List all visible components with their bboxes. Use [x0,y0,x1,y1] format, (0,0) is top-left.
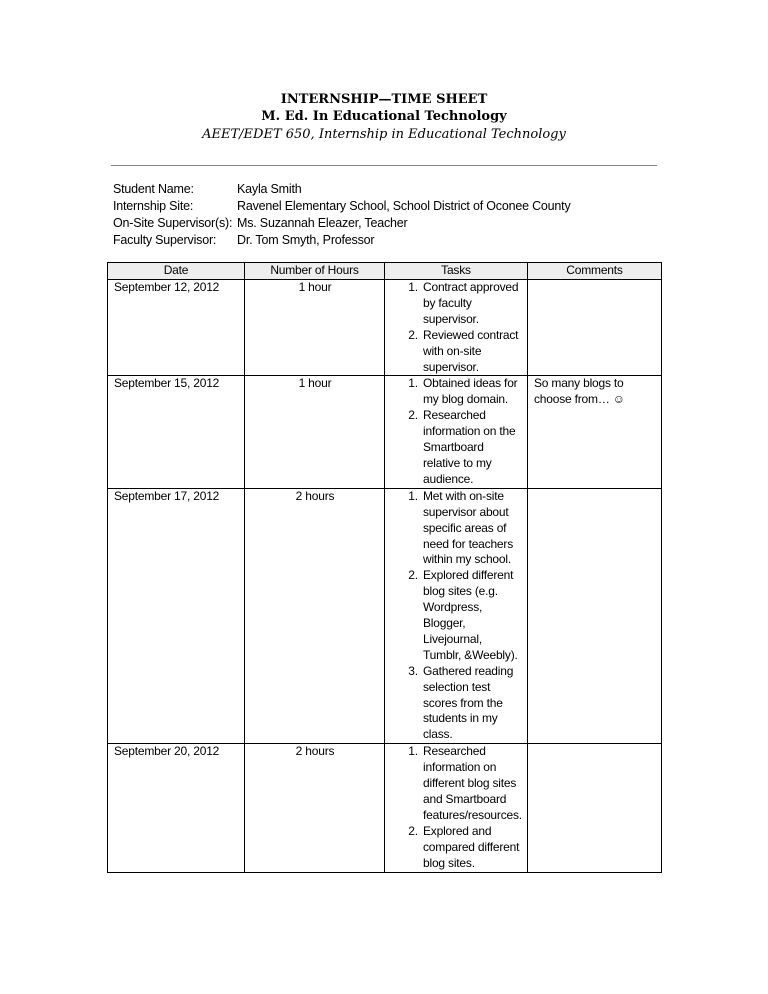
table-row [108,488,662,744]
task-list [391,489,522,744]
task-item: 1. Obtained ideas for my blog domain. [421,376,522,408]
task-item: 3. Gathered reading selection test scores from the students in my class. [421,664,522,744]
hours-cell: 2 hours [245,488,385,744]
hours-cell: 1 hour [245,376,385,488]
document-title: INTERNSHIP—TIME SHEET [280,92,488,107]
info-label: On-Site Supervisor(s): [113,216,233,230]
hours-cell: 2 hours [245,744,385,872]
task-list [391,280,522,375]
info-value: Ms. Suzannah Eleazer, Teacher [237,216,408,230]
document-header [0,91,768,144]
info-row-internship-site [113,198,571,215]
task-item: 1. Met with on-site supervisor about specific areas of need for teachers within my school. [421,489,522,569]
task-item: 1. Contract approved by faculty supervisor. [421,280,522,328]
comments-cell [528,488,662,744]
column-header-comments: Comments [528,263,662,280]
tasks-cell [385,488,528,744]
table-row [108,744,662,872]
date-cell: September 12, 2012 [108,280,245,376]
tasks-cell [385,280,528,376]
student-info [113,181,571,249]
info-row-student-name [113,181,571,198]
task-list [391,744,522,871]
time-log-table [107,262,662,873]
tasks-cell [385,376,528,488]
hours-cell: 1 hour [245,280,385,376]
header-divider [111,165,657,166]
table-header-row [108,263,662,280]
task-item: 2. Explored and compared different blog sites. [421,824,522,872]
info-value: Kayla Smith [237,182,302,196]
info-label: Student Name: [113,182,194,196]
date-cell: September 17, 2012 [108,488,245,744]
table-row [108,376,662,488]
task-list [391,376,522,487]
date-cell: September 15, 2012 [108,376,245,488]
task-item: 1. Researched information on different blog sites and Smartboard features/resources. [421,744,522,824]
info-value: Ravenel Elementary School, School District of Oconee County [237,199,571,213]
info-value: Dr. Tom Smyth, Professor [237,233,375,247]
comments-cell: So many blogs to choose from… ☺ [528,376,662,488]
course-name: AEET/EDET 650, Internship in Educational Technology [202,127,566,142]
column-header-tasks: Tasks [385,263,528,280]
comments-cell [528,744,662,872]
info-label: Internship Site: [113,199,194,213]
column-header-date: Date [108,263,245,280]
tasks-cell [385,744,528,872]
date-cell: September 20, 2012 [108,744,245,872]
info-row-onsite-supervisor [113,215,571,232]
table-row [108,280,662,376]
comments-cell [528,280,662,376]
task-item: 2. Researched information on the Smartboard relative to my audience. [421,408,522,488]
program-subtitle: M. Ed. In Educational Technology [261,109,507,124]
column-header-hours: Number of Hours [245,263,385,280]
info-row-faculty-supervisor [113,232,571,249]
info-label: Faculty Supervisor: [113,233,217,247]
task-item: 2. Explored different blog sites (e.g. Wordpress, Blogger, Livejournal, Tumblr, &Weebly). [421,568,522,663]
task-item: 2. Reviewed contract with on-site supervisor. [421,328,522,376]
